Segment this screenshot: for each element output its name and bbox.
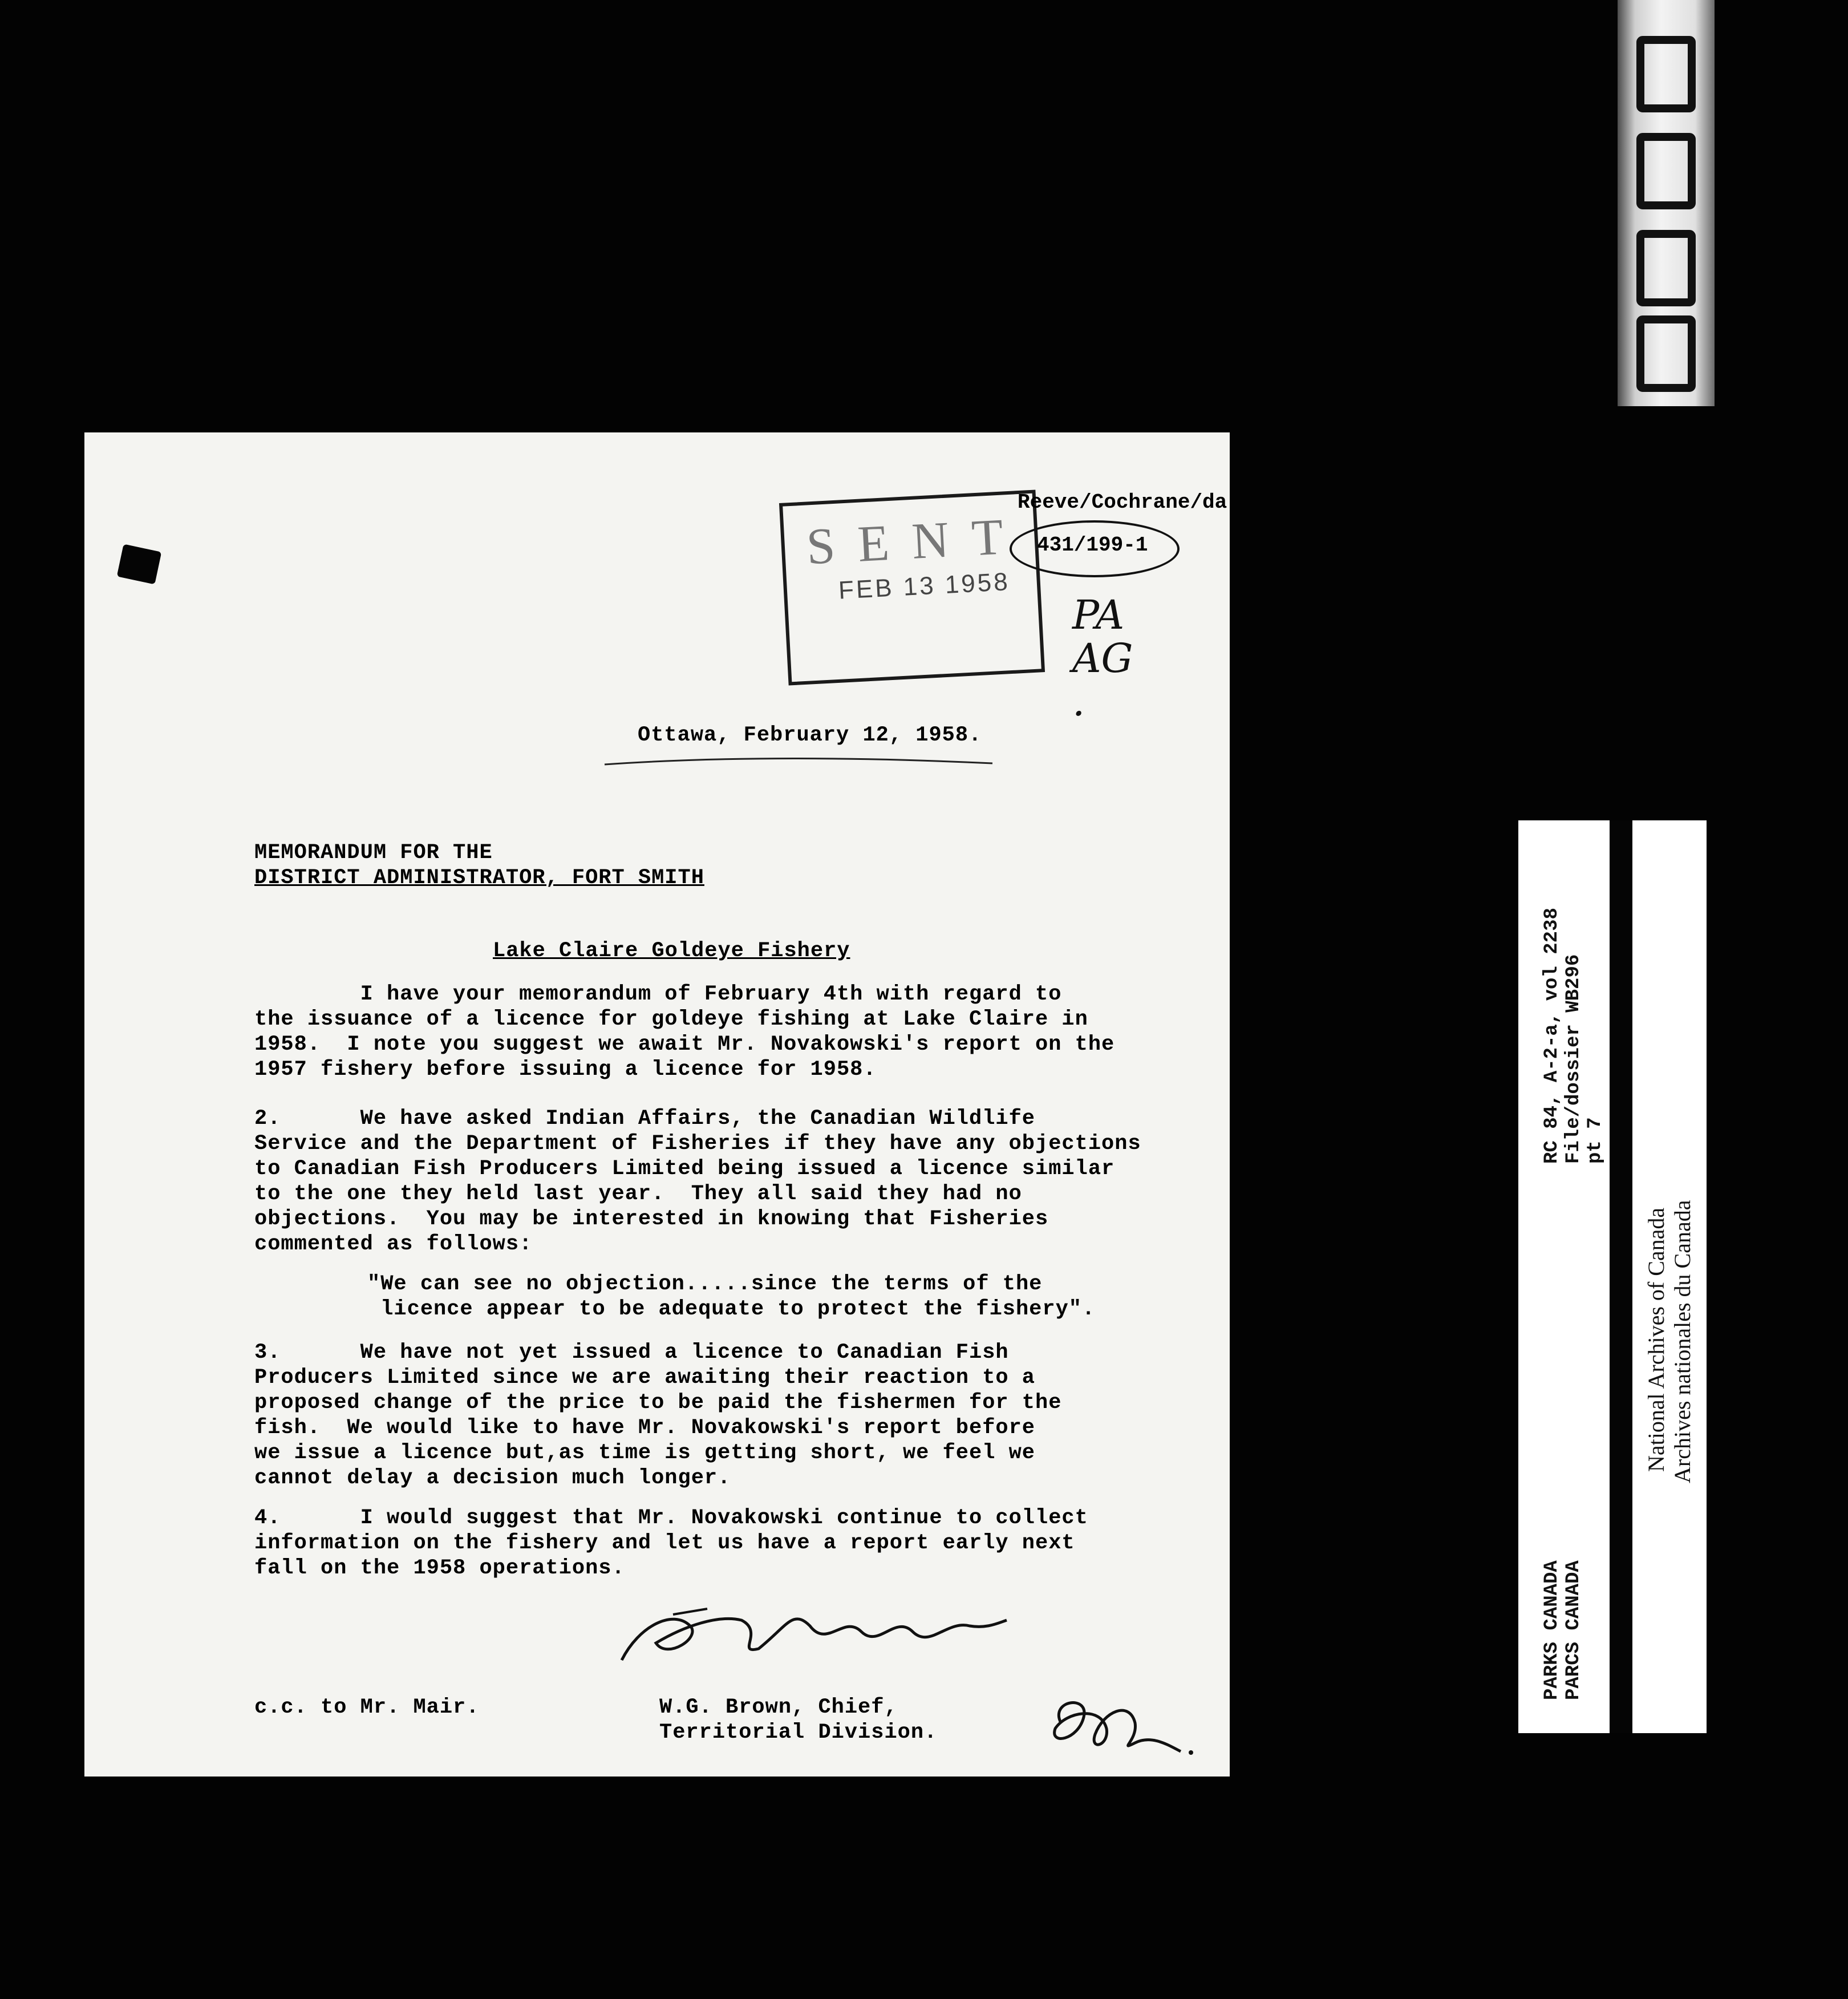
date-line: Ottawa, February 12, 1958. bbox=[638, 723, 982, 747]
counter-digit-4 bbox=[1640, 319, 1692, 388]
paragraph-2-line: 2. We have asked Indian Affairs, the Canadian Wildlife bbox=[254, 1107, 1036, 1131]
paragraph-3-line: 3. We have not yet issued a licence to Canadian Fish bbox=[254, 1341, 1009, 1365]
archive-label-divider bbox=[1610, 820, 1632, 1733]
archive-ref-line-3: pt 7 bbox=[1584, 1117, 1606, 1164]
paragraph-3-line: Producers Limited since we are awaiting their reaction to a bbox=[254, 1366, 1036, 1390]
paragraph-3-line: fish. We would like to have Mr. Novakowski's report before bbox=[254, 1416, 1036, 1440]
archive-ref-line-2: File/dossier WB296 bbox=[1563, 954, 1584, 1164]
paragraph-3-line: proposed change of the price to be paid the fishermen for the bbox=[254, 1391, 1062, 1415]
paragraph-4-line: 4. I would suggest that Mr. Novakowski continue to collect bbox=[254, 1506, 1088, 1530]
paragraph-1-line: 1958. I note you suggest we await Mr. Novakowski's report on the bbox=[254, 1033, 1115, 1057]
counter-digit-2 bbox=[1640, 137, 1692, 205]
paragraph-2-line: objections. You may be interested in knowing that Fisheries bbox=[254, 1207, 1049, 1231]
subject-heading: Lake Claire Goldeye Fishery bbox=[493, 939, 850, 963]
signatory-line-2: Territorial Division. bbox=[659, 1721, 938, 1745]
signatory-line-1: W.G. Brown, Chief, bbox=[659, 1695, 898, 1719]
agency-en: PARKS CANADA bbox=[1541, 1560, 1563, 1700]
paragraph-2-line: to Canadian Fish Producers Limited being issued a licence similar bbox=[254, 1157, 1115, 1181]
file-initials: Reeve/Cochrane/da bbox=[1018, 491, 1227, 514]
frame-counter-digits bbox=[1618, 0, 1715, 406]
paragraph-2-line: Service and the Department of Fisheries if they have any objections bbox=[254, 1132, 1141, 1156]
archives-name-en: National Archives of Canada bbox=[1643, 1207, 1669, 1472]
counter-digit-3 bbox=[1640, 234, 1692, 302]
fisheries-quote-line: "We can see no objection.....since the terms of the bbox=[367, 1272, 1043, 1296]
paragraph-1-line: 1957 fishery before issuing a licence for 1958. bbox=[254, 1058, 877, 1082]
archives-name-fr: Archives nationales du Canada bbox=[1669, 1200, 1695, 1483]
file-number: 431/199-1 bbox=[1037, 533, 1148, 557]
date-flourish bbox=[599, 753, 998, 770]
stamp-date: FEB 13 1958 bbox=[837, 568, 1011, 605]
addressee-line-1: MEMORANDUM FOR THE bbox=[254, 841, 493, 865]
paragraph-4-line: fall on the 1958 operations. bbox=[254, 1556, 625, 1580]
paragraph-2-line: commented as follows: bbox=[254, 1232, 533, 1256]
signature-mark bbox=[605, 1592, 1015, 1677]
cc-line: c.c. to Mr. Mair. bbox=[254, 1695, 480, 1719]
paragraph-1-line: I have your memorandum of February 4th with regard to bbox=[254, 982, 1062, 1006]
paragraph-2-line: to the one they held last year. They all said they had no bbox=[254, 1182, 1022, 1206]
paragraph-4-line: information on the fishery and let us have a report early next bbox=[254, 1531, 1075, 1555]
fisheries-quote-line: licence appear to be adequate to protect the fishery". bbox=[367, 1297, 1096, 1321]
film-frame-counter bbox=[1618, 0, 1715, 406]
sent-stamp bbox=[779, 489, 1045, 685]
paragraph-1-line: the issuance of a licence for goldeye fishing at Lake Claire in bbox=[254, 1007, 1088, 1031]
paragraph-3-line: cannot delay a decision much longer. bbox=[254, 1466, 731, 1490]
agency-fr: PARCS CANADA bbox=[1563, 1560, 1584, 1700]
paragraph-3-line: we issue a licence but,as time is getting short, we feel we bbox=[254, 1441, 1036, 1465]
addressee-line-2: DISTRICT ADMINISTRATOR, FORT SMITH bbox=[254, 866, 704, 890]
stamp-word: SENT bbox=[805, 507, 1028, 576]
handwritten-initials-bottom bbox=[1038, 1689, 1198, 1763]
counter-digit-1 bbox=[1640, 40, 1692, 108]
archive-ref-line-1: RC 84, A-2-a, vol 2238 bbox=[1541, 908, 1563, 1164]
handwritten-initials: PA AG. bbox=[1072, 592, 1133, 725]
